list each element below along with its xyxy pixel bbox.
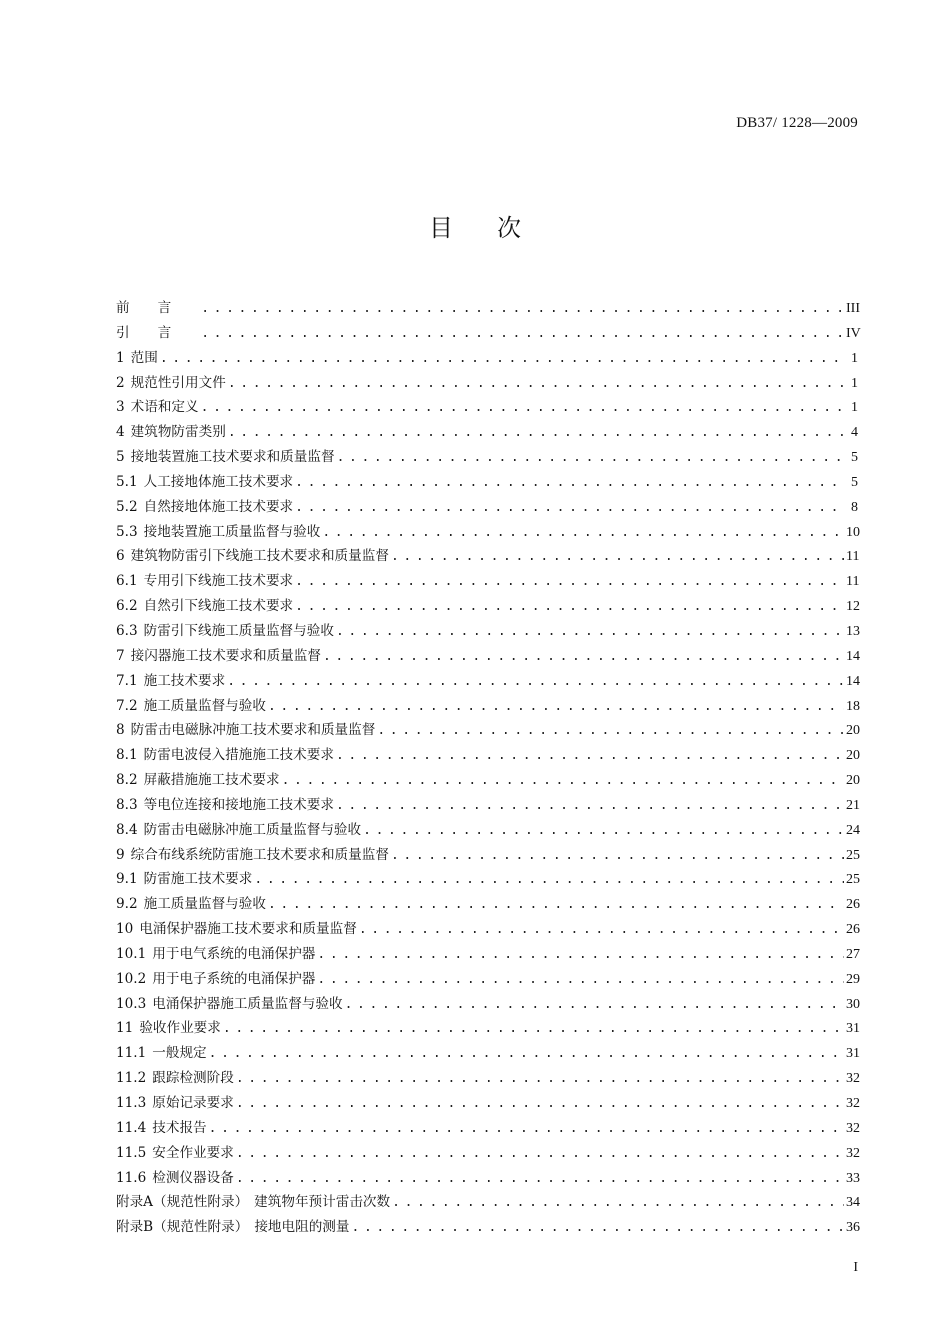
toc-entry-page: 18 [846, 698, 860, 714]
toc-entry-number: 6.3 [116, 622, 138, 639]
toc-entry-title: 防雷击电磁脉冲施工技术要求和质量监督 [130, 722, 376, 739]
toc-entry-page: 26 [846, 922, 860, 938]
toc-entry-title: 接地装置施工技术要求和质量监督 [130, 449, 335, 466]
toc-entry-page: 34 [846, 1195, 860, 1211]
toc-entry-title: 综合布线系统防雷施工技术要求和质量监督 [130, 846, 389, 863]
toc-dot-leader [363, 819, 844, 844]
toc-entry-number: 10.1 [116, 945, 147, 962]
toc-dot-leader [295, 496, 844, 521]
toc-entry[interactable] [116, 445, 858, 470]
toc-dot-leader [391, 545, 844, 570]
toc-dot-leader [323, 645, 844, 670]
toc-dot-leader [322, 521, 844, 546]
toc-entry-page: 32 [846, 1071, 860, 1087]
toc-entry-title: 自然接地体施工技术要求 [143, 498, 294, 515]
toc-dot-leader [201, 322, 844, 347]
toc-entry-title: 施工质量监督与验收 [143, 896, 266, 913]
toc-entry[interactable] [116, 470, 858, 495]
toc-entry-page: 24 [846, 822, 860, 838]
toc-entry-title: 引言 [116, 324, 200, 341]
toc-entry-title: 原始记录要求 [152, 1095, 234, 1111]
toc-entry[interactable] [116, 694, 858, 719]
toc-entry-title: 安全作业要求 [152, 1144, 234, 1161]
toc-entry-page: 20 [846, 773, 860, 789]
toc-entry-number: 11.3 [116, 1095, 147, 1111]
toc-entry[interactable] [116, 321, 861, 346]
toc-entry[interactable] [116, 967, 858, 992]
toc-entry-title: 检测仪器设备 [152, 1169, 234, 1186]
toc-entry-page: 31 [846, 1046, 860, 1062]
toc-dot-leader [391, 844, 844, 869]
toc-entry-number: 6 [116, 548, 125, 565]
toc-entry-title: 建筑物防雷引下线施工技术要求和质量监督 [130, 548, 389, 565]
toc-entry-number: 8 [116, 722, 125, 739]
toc-entry-title: 电涌保护器施工技术要求和质量监督 [139, 921, 357, 938]
toc-entry-title: 前言 [116, 300, 200, 316]
toc-entry-page: 36 [846, 1220, 860, 1236]
toc-entry-title: 防雷击电磁脉冲施工质量监督与验收 [143, 821, 362, 838]
page-number: I [853, 1260, 858, 1275]
toc-entry-page: 14 [846, 673, 860, 689]
toc-entry-title: 术语和定义 [130, 399, 199, 416]
toc-dot-leader [336, 744, 844, 769]
toc-entry-number: 11 [116, 1020, 134, 1037]
toc-dot-leader [392, 1191, 844, 1216]
toc-entry-number: 11.6 [116, 1169, 147, 1186]
toc-dot-leader [228, 372, 844, 397]
toc-entry-page: 12 [846, 599, 860, 615]
toc-entry-title: 范围 [130, 349, 158, 366]
toc-entry-title: 技术报告 [152, 1119, 207, 1136]
toc-dot-leader [295, 471, 844, 496]
toc-entry-page: 21 [846, 797, 860, 813]
toc-entry-page: 31 [846, 1021, 860, 1037]
toc-entry-title: 等电位连接和接地施工技术要求 [143, 796, 334, 813]
toc-entry-number: 附录A（规范性附录） [116, 1194, 249, 1211]
toc-entry[interactable] [116, 1116, 858, 1141]
toc-entry[interactable] [116, 420, 858, 445]
toc-entry-page: 25 [846, 872, 860, 888]
toc-entry[interactable] [116, 594, 858, 619]
toc-entry-number: 5 [116, 449, 125, 466]
toc-dot-leader [317, 943, 844, 968]
toc-entry-page: 32 [846, 1096, 860, 1111]
toc-entry-number: 9.2 [116, 896, 138, 913]
toc-entry-title: 屏蔽措施施工技术要求 [143, 772, 280, 789]
toc-entry-number: 10 [116, 921, 134, 938]
toc-entry-title: 自然引下线施工技术要求 [143, 598, 294, 615]
toc-entry[interactable] [116, 346, 858, 371]
toc-dot-leader [236, 1167, 844, 1192]
toc-entry[interactable] [116, 867, 858, 892]
toc-entry[interactable] [116, 917, 858, 942]
toc-entry[interactable] [116, 1141, 858, 1166]
toc-entry[interactable] [116, 743, 858, 768]
toc-entry-title: 接地装置施工质量监督与验收 [143, 523, 321, 540]
toc-entry-number: 8.3 [116, 796, 138, 813]
toc-entry-page: III [846, 301, 860, 316]
toc-entry-title: 跟踪检测阶段 [152, 1070, 234, 1087]
toc-entry-page: 33 [846, 1170, 860, 1186]
toc-entry-number: 3 [116, 399, 125, 416]
toc-entry[interactable] [116, 1091, 858, 1116]
toc-dot-leader [236, 1067, 844, 1092]
toc-entry-title: 接闪器施工技术要求和质量监督 [130, 647, 321, 664]
document-code: DB37/ 1228—2009 [736, 115, 858, 131]
toc-entry[interactable] [116, 1016, 858, 1041]
toc-entry[interactable] [116, 520, 858, 545]
toc-entry-number: 6.1 [116, 573, 138, 590]
page-title-char-1: 目 [429, 214, 453, 242]
toc-entry[interactable] [116, 843, 858, 868]
toc-entry-page: 25 [846, 847, 860, 863]
toc-entry[interactable] [116, 1166, 858, 1191]
toc-entry-number: 9 [116, 846, 125, 863]
toc-dot-leader [223, 1017, 844, 1042]
toc-entry-number: 5.2 [116, 498, 138, 515]
toc-dot-leader [236, 1142, 844, 1167]
toc-entry[interactable] [116, 1066, 858, 1091]
toc-entry[interactable] [116, 1215, 858, 1240]
toc-entry-title: 施工质量监督与验收 [143, 697, 266, 714]
toc-entry-number: 11.2 [116, 1070, 147, 1087]
toc-entry-number: 2 [116, 374, 125, 391]
toc-entry-page: 32 [846, 1145, 860, 1161]
toc-entry[interactable] [116, 395, 858, 420]
toc-entry-number: 8.4 [116, 821, 138, 838]
toc-dot-leader [352, 1216, 845, 1241]
toc-entry-number: 6.2 [116, 598, 138, 615]
toc-dot-leader [336, 794, 844, 819]
toc-entry-page: 5 [851, 450, 858, 466]
toc-entry[interactable] [116, 768, 858, 793]
toc-entry-page: 20 [846, 723, 860, 739]
toc-entry-number: 11.1 [116, 1045, 147, 1062]
toc-entry-page: 29 [846, 971, 860, 987]
toc-dot-leader [227, 670, 844, 695]
toc-entry-title: 建筑物防雷类别 [130, 424, 226, 441]
toc-entry[interactable] [116, 296, 858, 321]
toc-dot-leader [268, 893, 844, 918]
toc-entry-title: 规范性引用文件 [130, 374, 226, 391]
toc-dot-leader [295, 570, 844, 595]
toc-entry[interactable] [116, 619, 858, 644]
toc-entry-page: 1 [851, 400, 858, 416]
toc-entry-page: 8 [851, 499, 858, 515]
toc-entry-title: 接地电阻的测量 [254, 1219, 350, 1236]
toc-entry[interactable] [116, 495, 858, 520]
toc-dot-leader [209, 1117, 844, 1142]
toc-entry-page: 14 [846, 648, 860, 664]
toc-entry-number: 附录B（规范性附录） [116, 1219, 249, 1236]
toc-entry[interactable] [116, 371, 858, 396]
toc-entry-page: 5 [851, 474, 858, 490]
toc-dot-leader [228, 421, 844, 446]
toc-dot-leader [345, 993, 844, 1018]
toc-entry-title: 专用引下线施工技术要求 [143, 573, 294, 590]
toc-entry-page: 26 [846, 897, 860, 913]
page-title [0, 208, 950, 243]
toc-entry-number: 5.1 [116, 473, 138, 490]
toc-entry-page: 11 [846, 549, 860, 565]
toc-entry-number: 10.3 [116, 995, 147, 1012]
toc-entry-page: 1 [851, 375, 858, 391]
toc-dot-leader [295, 595, 844, 620]
toc-entry[interactable] [116, 644, 858, 669]
toc-entry-title: 施工技术要求 [143, 672, 226, 689]
page-title-char-2: 次 [497, 214, 521, 242]
toc-dot-leader [337, 446, 844, 471]
toc-dot-leader [201, 396, 844, 421]
toc-entry-title: 人工接地体施工技术要求 [143, 473, 294, 490]
toc-entry[interactable] [116, 544, 858, 569]
table-of-contents [116, 296, 861, 1240]
toc-entry-number: 8.1 [116, 747, 138, 764]
toc-entry-title: 电涌保护器施工质量监督与验收 [152, 995, 343, 1012]
toc-dot-leader [377, 719, 844, 744]
toc-entry-title: 建筑物年预计雷击次数 [254, 1194, 391, 1211]
toc-entry[interactable] [116, 1190, 858, 1215]
toc-entry-title: 防雷施工技术要求 [143, 871, 253, 888]
toc-dot-leader [236, 1092, 844, 1117]
toc-entry-page: 30 [846, 996, 860, 1012]
toc-entry-page: 32 [846, 1120, 860, 1136]
toc-entry-page: 1 [851, 350, 858, 366]
toc-entry-number: 5.3 [116, 523, 138, 540]
toc-entry[interactable] [116, 818, 858, 843]
toc-entry-number: 7.2 [116, 697, 138, 714]
toc-entry-number: 11.5 [116, 1144, 147, 1161]
toc-dot-leader [160, 347, 844, 372]
toc-dot-leader [282, 769, 844, 794]
toc-entry-title: 一般规定 [152, 1045, 207, 1062]
toc-entry[interactable] [116, 569, 858, 594]
toc-entry-page: 11 [846, 574, 860, 590]
toc-entry-page: IV [846, 325, 861, 341]
toc-dot-leader [268, 695, 844, 720]
toc-dot-leader [317, 968, 844, 993]
toc-entry-page: 27 [846, 946, 860, 962]
toc-dot-leader [359, 918, 844, 943]
toc-entry-page: 4 [851, 425, 858, 441]
toc-entry-title: 用于电子系统的电涌保护器 [152, 970, 316, 987]
toc-dot-leader [336, 620, 844, 645]
toc-entry[interactable] [116, 1041, 858, 1066]
toc-entry-number: 1 [116, 349, 125, 366]
toc-entry[interactable] [116, 718, 858, 743]
toc-entry-number: 4 [116, 424, 125, 441]
toc-entry[interactable] [116, 669, 858, 694]
toc-entry-title: 验收作业要求 [139, 1020, 221, 1037]
toc-entry[interactable] [116, 992, 858, 1017]
toc-entry-title: 防雷引下线施工质量监督与验收 [143, 622, 334, 639]
toc-entry-title: 用于电气系统的电涌保护器 [152, 945, 316, 962]
toc-entry-number: 7 [116, 647, 125, 664]
toc-entry-number: 11.4 [116, 1119, 147, 1136]
toc-dot-leader [201, 297, 844, 322]
toc-entry[interactable] [116, 892, 858, 917]
toc-entry-number: 9.1 [116, 871, 138, 888]
toc-entry-title: 防雷电波侵入措施施工技术要求 [143, 747, 334, 764]
toc-entry-page: 10 [846, 524, 860, 540]
toc-entry-number: 8.2 [116, 772, 138, 789]
toc-entry-number: 7.1 [116, 672, 138, 689]
toc-entry[interactable] [116, 942, 858, 967]
toc-entry-number: 10.2 [116, 970, 147, 987]
toc-dot-leader [209, 1042, 844, 1067]
toc-dot-leader [254, 868, 844, 893]
toc-entry-page: 13 [846, 623, 860, 639]
toc-entry[interactable] [116, 793, 858, 818]
toc-entry-page: 20 [846, 748, 860, 764]
